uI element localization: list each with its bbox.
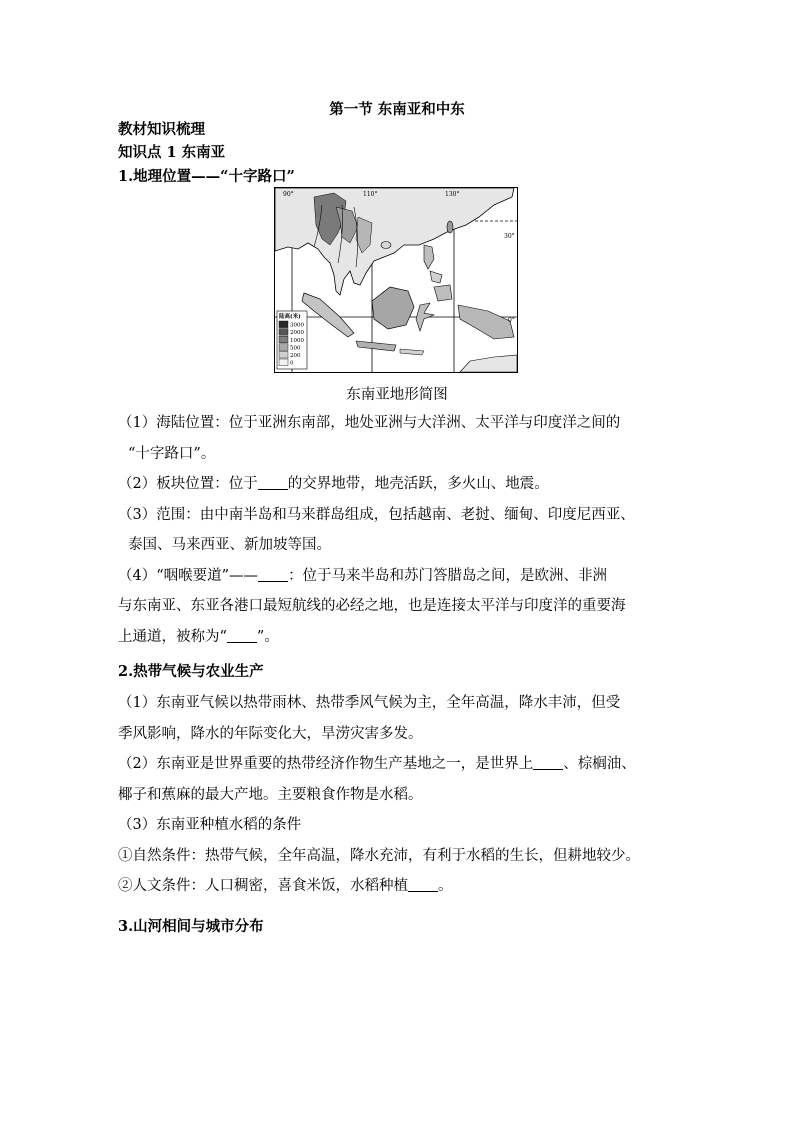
legend-label: 3000 [290,322,304,329]
topic-heading: 知识点 1 东南亚 [118,144,226,161]
text-line: （4）“咽喉要道”—— [118,567,259,584]
answer-blank[interactable] [533,753,563,770]
paragraph-climate [118,688,680,902]
text-line: 椰子和蕉麻的最大产地。主要粮食作物是水稻。 [118,786,423,803]
heading-mountains-rivers: 3.山河相间与城市分布 [118,918,264,935]
island [381,242,391,249]
text-line: ①自然条件：热带气候，全年高温，降水充沛，有利于水稻的生长，但耕地较少。 [118,847,640,864]
legend-label: 200 [290,353,301,359]
legend-swatch [279,336,288,343]
text-line: （3）范围：由中南半岛和马来群岛组成，包括越南、老挝、缅甸、印度尼西亚、 [118,506,635,523]
text-line: ”。 [256,628,279,645]
map-caption: 东南亚地形简图 [346,387,448,403]
heading-location: 1.地理位置——“十字路口” [118,168,295,185]
legend-title: 陆高(米) [279,314,301,320]
text-line: 上通道，被称为“ [118,628,227,645]
legend-label: 2000 [290,330,304,337]
longitude-label: 110° [363,191,378,198]
text-line: 季风影响，降水的年际变化大，旱涝灾害多发。 [118,725,423,742]
southeast-asia-terrain-map [274,187,518,373]
text-line: 、棕榈油、 [563,756,636,772]
legend-swatch [279,321,288,328]
longitude-label: 90° [283,191,294,198]
latitude-label: 30° [504,233,515,240]
legend-label: 1000 [290,337,304,344]
text-line: 的交界地带，地壳活跃，多火山、地震。 [287,476,549,492]
answer-blank[interactable] [227,626,257,643]
legend-swatch [279,344,288,351]
text-line: “十字路口”。 [128,445,216,462]
legend-swatch [279,329,288,336]
page-title: 第一节 东南亚和中东 [329,101,465,118]
heading-climate-agriculture: 2.热带气候与农业生产 [118,663,264,680]
longitude-label: 130° [445,191,460,198]
text-line: （2）板块位置：位于 [118,476,258,492]
text-line: （3）东南亚种植水稻的条件 [118,817,302,833]
legend-swatch [279,359,288,366]
island [447,221,453,233]
text-line: 与东南亚、东亚各港口最短航线的必经之地，也是连接太平洋与印度洋的重要海 [118,598,626,614]
answer-blank[interactable] [408,875,438,892]
paragraph-sea-land-position [118,408,680,652]
text-line: （1）海陆位置：位于亚洲东南部，地处亚洲与大洋洲、太平洋与印度洋之间的 [118,415,621,431]
text-line: （2）东南亚是世界重要的热带经济作物生产基地之一，是世界上 [118,756,534,772]
text-line: 泰国、马来西亚、新加坡等国。 [128,537,331,553]
text-line: ：位于马来半岛和苏门答腊岛之间，是欧洲、非洲 [288,567,608,584]
text-line: 。 [438,878,453,894]
elevation-legend [277,311,307,369]
text-line: （1）东南亚气候以热带雨林、热带季风气候为主，全年高温，降水丰沛，但受 [118,695,621,711]
text-line: ②人文条件：人口稠密，喜食米饭，水稻种植 [118,878,408,894]
section-heading: 教材知识梳理 [118,121,205,138]
answer-blank[interactable] [258,473,288,490]
answer-blank[interactable] [258,565,288,582]
legend-label: 0 [290,360,294,367]
latitude-label: 0° [508,317,515,324]
legend-label: 500 [290,345,301,352]
legend-swatch [279,351,288,358]
